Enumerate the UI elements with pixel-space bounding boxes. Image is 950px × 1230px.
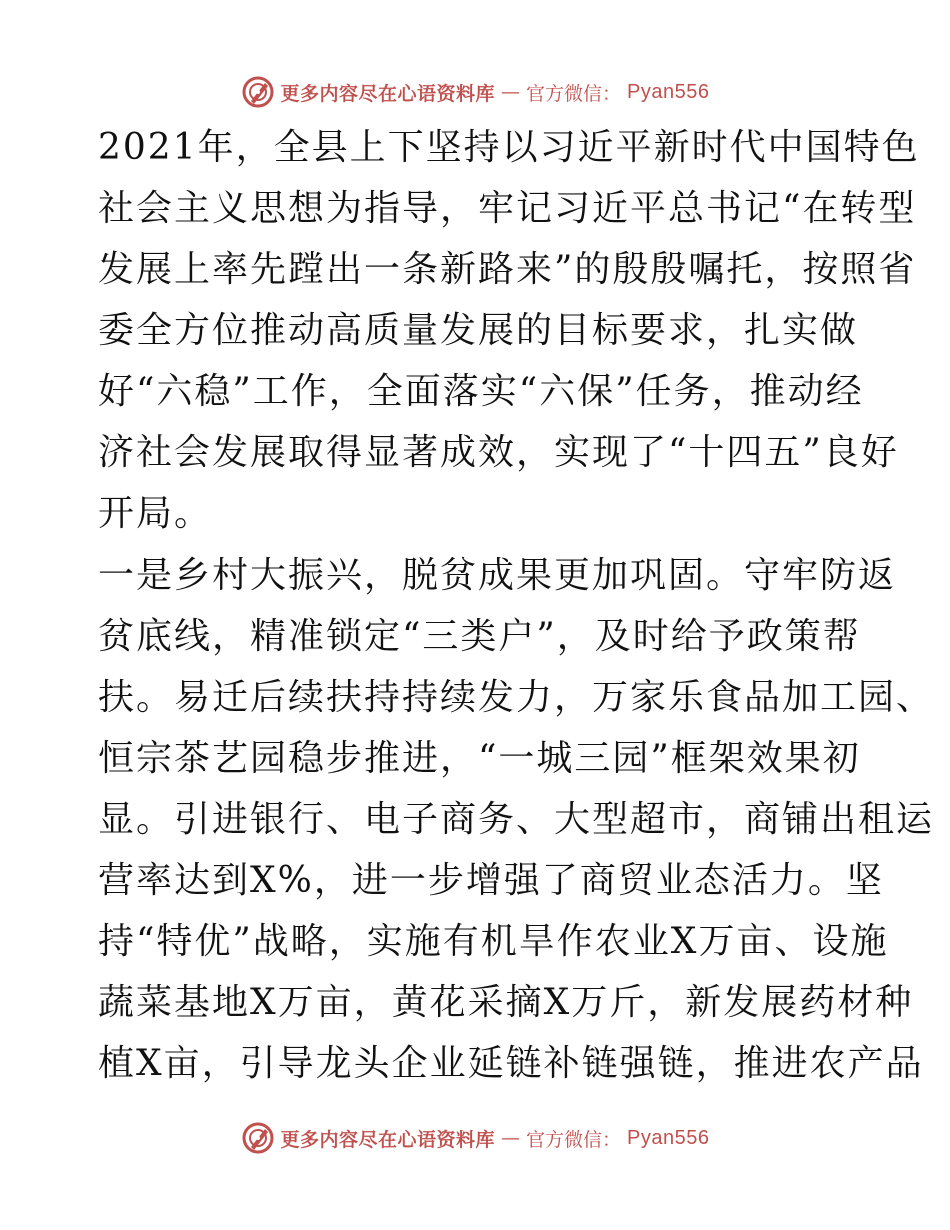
paragraph-line: 开局。 [98, 493, 213, 534]
watermark-wechat-label: 官方微信： [526, 82, 622, 105]
paragraph-line: 植X亩，引导龙头企业延链补链强链，推进农产品 [98, 1043, 924, 1084]
watermark-banner [241, 1121, 710, 1155]
watermark-dash: — [501, 81, 521, 103]
paragraph-line: 好“六稳”工作，全面落实“六保”任务，推动经 [98, 371, 864, 412]
paragraph-line: 恒宗茶艺园稳步推进，“一城三园”框架效果初 [98, 738, 861, 779]
paragraph-line: 营率达到X%，进一步增强了商贸业态活力。坚 [98, 860, 884, 901]
paragraph-line: 委全方位推动高质量发展的目标要求，扎实做 [98, 310, 859, 351]
watermark-wechat-label: 官方微信： [526, 1128, 622, 1151]
paragraph-line: 一是乡村大振兴，脱贫成果更加巩固。守牢防返 [98, 555, 897, 596]
watermark-wechat-handle: Pyan556 [627, 80, 710, 103]
header-watermark [0, 72, 950, 112]
watermark-site-name: 更多内容尽在心语资料库 [280, 1128, 496, 1151]
watermark-wechat-handle: Pyan556 [627, 1126, 710, 1149]
pen-nib-circle-icon [241, 1121, 275, 1155]
footer-watermark [0, 1118, 950, 1158]
paragraph-line: 显。引进银行、电子商务、大型超市，商铺出租运 [98, 799, 935, 840]
pen-nib-circle-icon [241, 75, 275, 109]
paragraph-line: 发展上率先蹚出一条新路来”的殷殷嘱托，按照省 [98, 249, 917, 290]
paragraph-line: 蔬菜基地X万亩，黄花采摘X万斤，新发展药材种 [98, 982, 914, 1023]
paragraph-line: 持“特优”战略，实施有机旱作农业X万亩、设施 [98, 921, 889, 962]
paragraph-line: 社会主义思想为指导，牢记习近平总书记“在转型 [98, 188, 917, 229]
watermark-banner [241, 75, 710, 109]
watermark-dash: — [501, 1127, 521, 1149]
paragraph-line: 济社会发展取得显著成效，实现了“十四五”良好 [98, 432, 899, 473]
paragraph-line: 贫底线，精准锁定“三类户”，及时给予政策帮 [98, 616, 861, 657]
paragraph-line: 扶。易迁后续扶持持续发力，万家乐食品加工园、 [98, 677, 935, 718]
paragraph-line: 2021年，全县上下坚持以习近平新时代中国特色 [98, 127, 920, 168]
watermark-site-name: 更多内容尽在心语资料库 [280, 82, 496, 105]
